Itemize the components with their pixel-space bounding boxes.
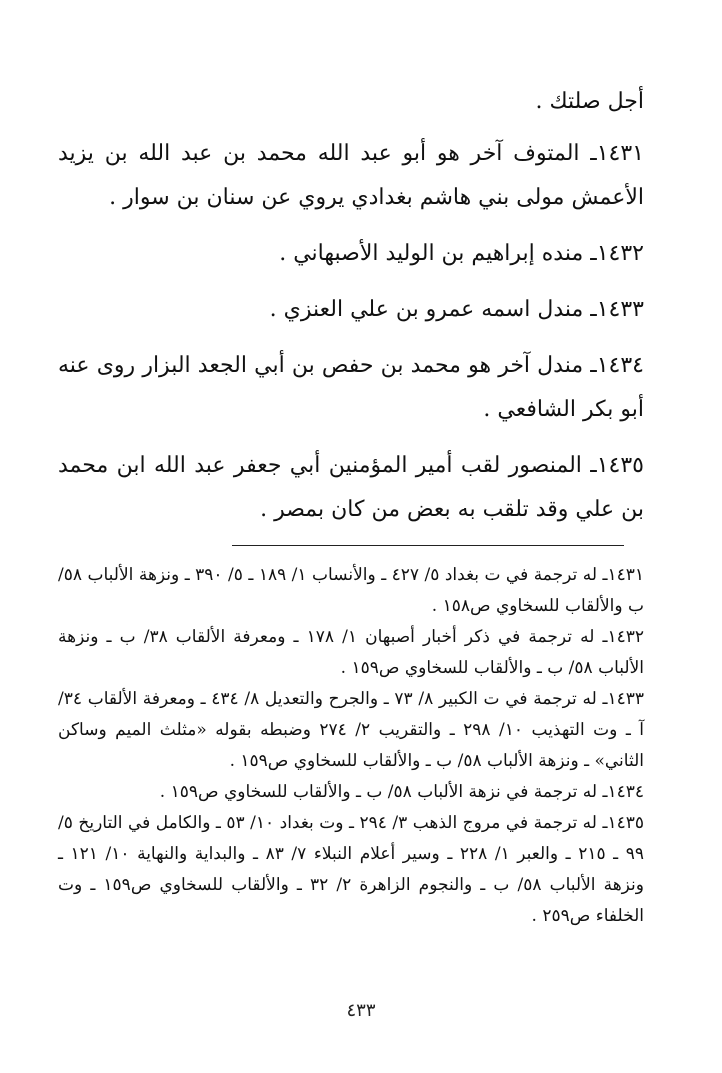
main-text-body	[58, 80, 644, 544]
footnote-divider	[232, 545, 624, 546]
entry-1435: ١٤٣٥ـ المنصور لقب أمير المؤمنين أبي جعفر عبد الله ابن محمد بن علي وقد تلقب به بعض من كان بمصر .	[58, 453, 644, 522]
footnote-1431: ١٤٣١ـ له ترجمة في ت بغداد ٥/ ٤٢٧ ـ والأنساب ١/ ١٨٩ ـ ٥/ ٣٩٠ ـ ونزهة الألباب ٥٨/ ب والألقاب للسخاوي ص١٥٨ .	[58, 565, 644, 616]
opening-line: أجل صلتك .	[535, 89, 644, 114]
footnote-1432: ١٤٣٢ـ له ترجمة في ذكر أخبار أصبهان ١/ ١٧٨ ـ ومعرفة الألقاب ٣٨/ ب ـ ونزهة الألباب ٥٨/ ب ـ والألقاب للسخاوي ص١٥٩ .	[58, 627, 644, 678]
footnote-1435: ١٤٣٥ـ له ترجمة في مروج الذهب ٣/ ٢٩٤ ـ وت بغداد ١٠/ ٥٣ ـ والكامل في التاريخ ٥/ ٩٩ ـ ٢١٥ ـ والعبر ١/ ٢٢٨ ـ وسير أعلام النبلاء ٧/ ٨٣ ـ والبداية والنهاية ١٠/ ١٢١ ـ ونزهة الألباب ٥٨/ ب ـ والنجوم الزاهرة ٢/ ٣٢ ـ والألقاب للسخاوي ص١٥٩ ـ وت الخلفاء ص٢٥٩ .	[58, 813, 644, 926]
entry-1434: ١٤٣٤ـ مندل آخر هو محمد بن حفص بن أبي الجعد البزار روى عنه أبو بكر الشافعي .	[58, 353, 644, 422]
entry-1431: ١٤٣١ـ المتوف آخر هو أبو عبد الله محمد بن عبد الله بن يزيد الأعمش مولى بني هاشم بغدادي يروي عن سنان بن سوار .	[58, 141, 644, 210]
footnote-1434: ١٤٣٤ـ له ترجمة في نزهة الألباب ٥٨/ ب ـ والألقاب للسخاوي ص١٥٩ .	[159, 782, 644, 802]
page-number: ٤٣٣	[346, 1000, 376, 1021]
footnotes-section	[58, 560, 644, 932]
entry-1433: ١٤٣٣ـ مندل اسمه عمرو بن علي العنزي .	[269, 297, 644, 322]
footnote-1433: ١٤٣٣ـ له ترجمة في ت الكبير ٨/ ٧٣ ـ والجرح والتعديل ٨/ ٤٣٤ ـ ومعرفة الألقاب ٣٤/ آ ـ وت التهذيب ١٠/ ٢٩٨ ـ والتقريب ٢/ ٢٧٤ وضبطه بقوله «مثلث الميم وساكن الثاني» ـ ونزهة الألباب ٥٨/ ب ـ والألقاب للسخاوي ص١٥٩ .	[58, 689, 645, 771]
entry-1432: ١٤٣٢ـ منده إبراهيم بن الوليد الأصبهاني .	[279, 241, 644, 266]
